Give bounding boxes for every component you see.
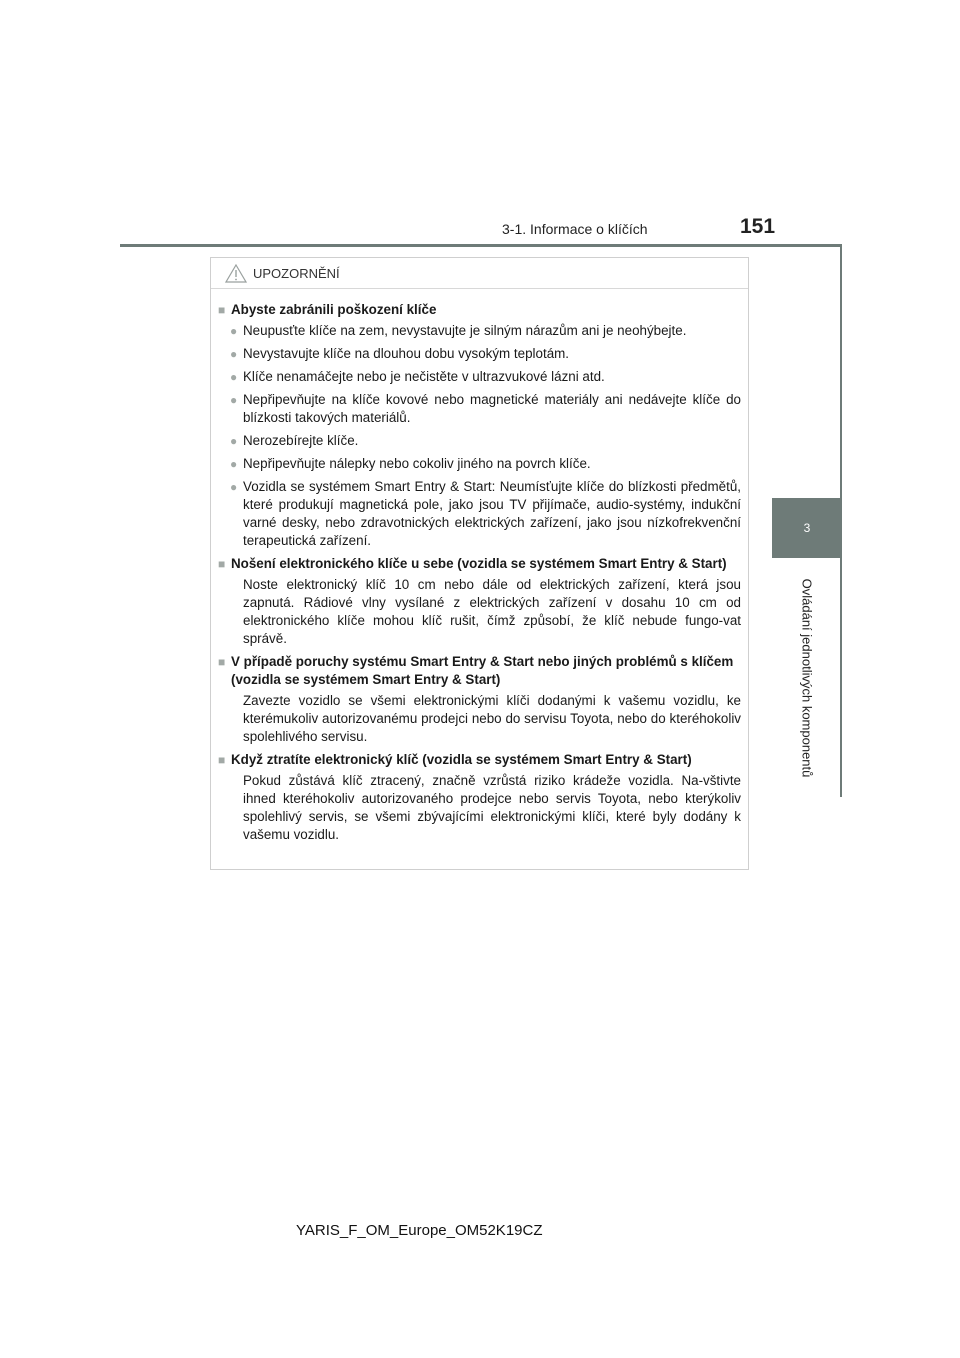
caution-body (211, 289, 748, 844)
chapter-tab-number: 3 (772, 498, 842, 558)
list-item: ● Klíče nenamáčejte nebo je nečistěte v ultrazvukové lázni atd. (218, 368, 741, 386)
dot-bullet-icon: ● (230, 480, 238, 494)
square-bullet-icon: ■ (218, 557, 226, 571)
section-title: ■ V případě poruchy systému Smart Entry & Start nebo jiných problémů s klíčem (vozidla se systémem Smart Entry & Start) (218, 654, 734, 687)
section-title: ■ Když ztratíte elektronický klíč (vozidla se systémem Smart Entry & Start) (218, 752, 692, 767)
section-text: Pokud zůstává klíč ztracený, značně vzrůstá riziko krádeže vozidla. Na-vštivte ihned kteréhokoliv autorizovaného prodejce nebo servis Toyota, nebo kterýkoliv spolehlivý servis, se všemi zbývajícími elektronickými klíči, které byly dodány k vašemu vozidlu. (243, 773, 741, 842)
square-bullet-icon: ■ (218, 753, 226, 767)
dot-bullet-icon: ● (230, 347, 238, 361)
caution-section (218, 301, 741, 550)
caution-header (211, 258, 748, 289)
dot-bullet-icon: ● (230, 324, 238, 338)
warning-triangle-icon (225, 264, 247, 283)
dot-bullet-icon: ● (230, 393, 238, 407)
list-item: ● Nerozebírejte klíče. (218, 432, 741, 450)
caution-label: UPOZORNĚNÍ (253, 265, 340, 281)
section-text: Noste elektronický klíč 10 cm nebo dále od elektrických zařízení, která jsou zapnutá. Rádiové vlny vysílané z elektrických zařízení v dosahu 10 cm od elektronického klíče mohou klíč rušit, čímž způsobí, že klíč nebude fungo-vat správě. (243, 577, 741, 646)
section-text: Zavezte vozidlo se všemi elektronickými klíči dodanými k vašemu vozidlu, ke kterémukoliv autorizovanému prodejci nebo do servisu Toyota, nebo do kteréhokoliv spolehlivého servisu. (243, 693, 741, 744)
page-number: 151 (740, 215, 776, 238)
caution-section (218, 653, 741, 746)
footer-document-code: YARIS_F_OM_Europe_OM52K19CZ (296, 1222, 543, 1239)
running-header-section: 3-1. Informace o klíčích (502, 221, 648, 237)
caution-box (210, 257, 749, 870)
caution-section (218, 751, 741, 844)
caution-section (218, 555, 741, 648)
dot-bullet-icon: ● (230, 434, 238, 448)
list-item: ● Nepřipevňujte na klíče kovové nebo magnetické materiály ani nedávejte klíče do blízkosti takových materiálů. (218, 391, 741, 427)
list-item: ● Vozidla se systémem Smart Entry & Start: Neumísťujte klíče do blízkosti předmětů, které produkují magnetická pole, jako jsou TV přijímače, audio-systémy, indukční varné desky, nebo zdravotnických elektrických zařízení, jako jsou nízkofrekvenční terapeutická zařízení. (218, 478, 741, 550)
square-bullet-icon: ■ (218, 655, 226, 669)
section-title: ■ Nošení elektronického klíče u sebe (vozidla se systémem Smart Entry & Start) (218, 556, 727, 571)
list-item: ● Neupusťte klíče na zem, nevystavujte je silným nárazům ani je neohýbejte. (218, 322, 741, 340)
dot-bullet-icon: ● (230, 457, 238, 471)
chapter-tab-title: Ovládání jednotlivých komponentů (799, 578, 815, 778)
dot-bullet-icon: ● (230, 370, 238, 384)
square-bullet-icon: ■ (218, 303, 226, 317)
list-item: ● Nevystavujte klíče na dlouhou dobu vysokým teplotám. (218, 345, 741, 363)
section-title: ■ Abyste zabránili poškození klíče (218, 302, 437, 317)
header-rule (120, 244, 842, 247)
list-item: ● Nepřipevňujte nálepky nebo cokoliv jiného na povrch klíče. (218, 455, 741, 473)
